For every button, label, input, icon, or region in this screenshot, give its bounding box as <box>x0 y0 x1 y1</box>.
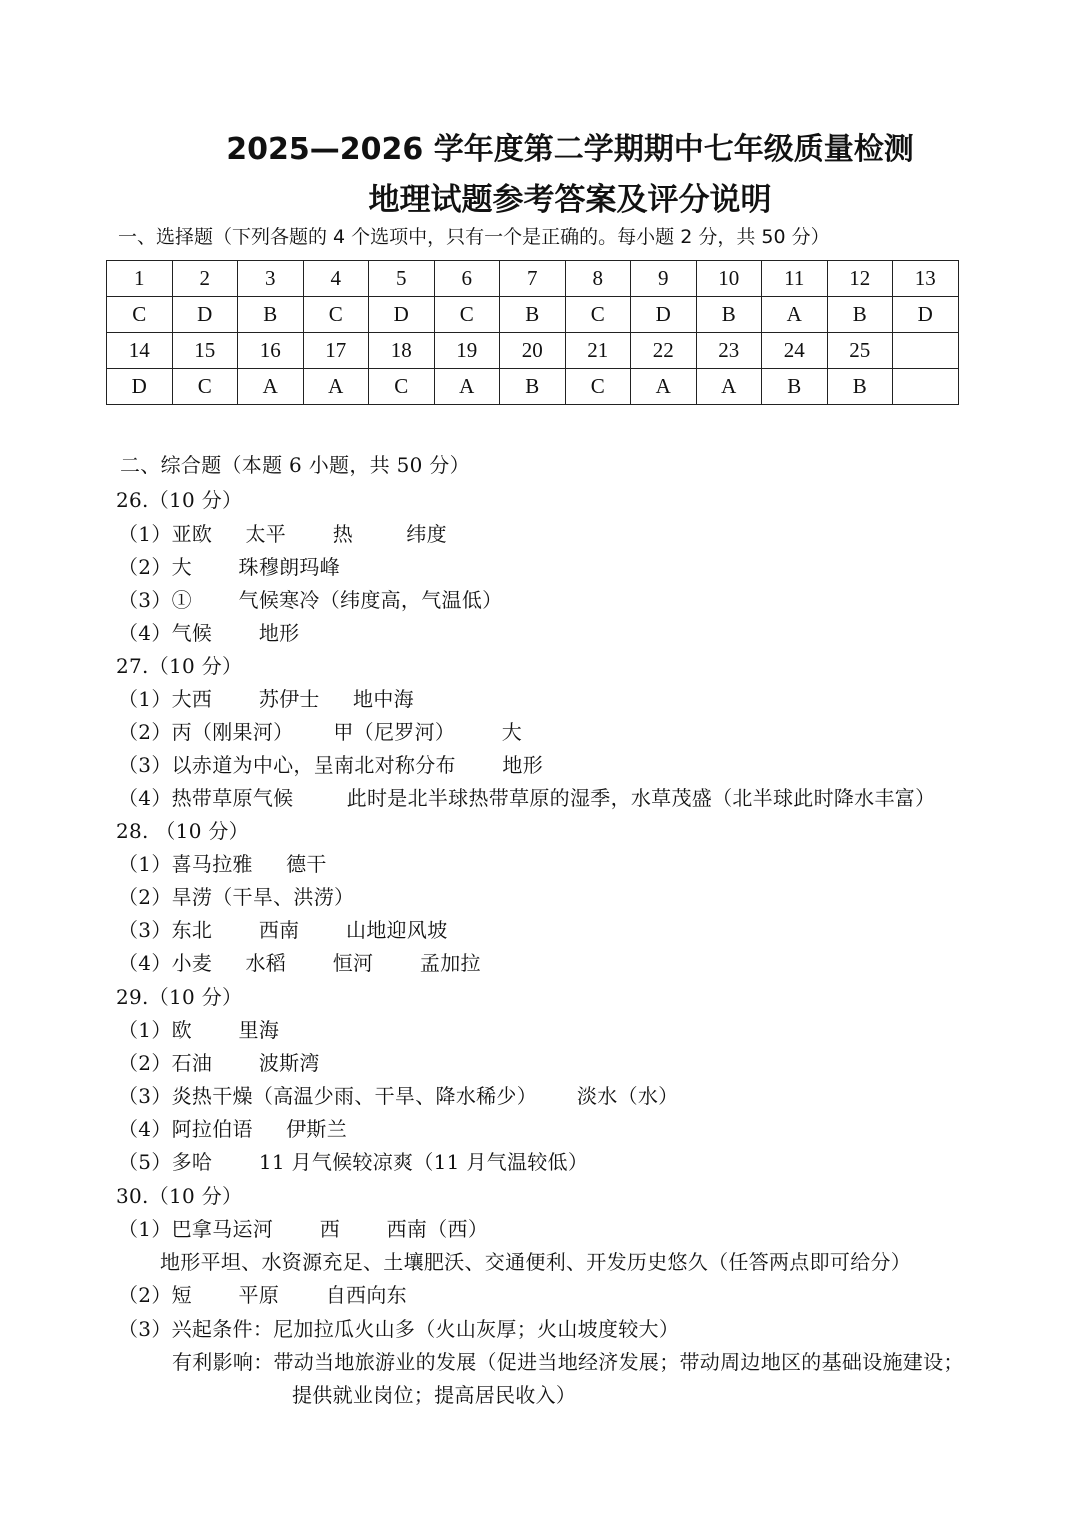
answer-line: （3）以赤道为中心，呈南北对称分布 地形 <box>118 753 544 777</box>
question-number-cell: 2 <box>172 261 238 297</box>
question-30-header: 30.（10 分） <box>116 1184 243 1208</box>
question-number-cell: 13 <box>893 261 959 297</box>
answer-letter-cell: D <box>369 297 435 333</box>
question-number-cell: 4 <box>303 261 369 297</box>
section2-heading: 二、综合题（本题 6 小题，共 50 分） <box>120 453 470 477</box>
answer-letter-cell: D <box>107 369 173 405</box>
question-number-cell: 20 <box>500 333 566 369</box>
answer-line: （1）欧 里海 <box>118 1018 280 1042</box>
answer-letter-cell: B <box>500 297 566 333</box>
answer-line: （2）石油 波斯湾 <box>118 1051 320 1075</box>
answer-line: 提供就业岗位；提高居民收入） <box>292 1383 577 1407</box>
answer-letter-cell: A <box>434 369 500 405</box>
answer-line: （4）热带草原气候 此时是北半球热带草原的湿季，水草茂盛（北半球此时降水丰富） <box>118 786 936 810</box>
answer-table-row <box>107 261 959 297</box>
answer-letter-cell: D <box>172 297 238 333</box>
question-number-cell: 10 <box>696 261 762 297</box>
document-subtitle: 地理试题参考答案及评分说明 <box>368 182 772 218</box>
question-number-cell: 8 <box>565 261 631 297</box>
answer-line: 有利影响：带动当地旅游业的发展（促进当地经济发展；带动周边地区的基础设施建设； <box>172 1350 964 1374</box>
answer-table-row <box>107 297 959 333</box>
question-number-cell: 1 <box>107 261 173 297</box>
question-26-header: 26.（10 分） <box>116 488 243 512</box>
answer-letter-cell: B <box>827 369 893 405</box>
answer-line: （4）小麦 水稻 恒河 孟加拉 <box>118 951 481 975</box>
answer-line: （1）喜马拉雅 德干 <box>118 852 327 876</box>
answer-letter-cell: A <box>303 369 369 405</box>
question-27-header: 27.（10 分） <box>116 654 243 678</box>
question-number-cell: 21 <box>565 333 631 369</box>
answer-letter-cell: A <box>696 369 762 405</box>
answer-letter-cell: C <box>172 369 238 405</box>
section1-heading: 一、选择题（下列各题的 4 个选项中，只有一个是正确的。每小题 2 分，共 50 分） <box>118 226 830 248</box>
question-number-cell: 17 <box>303 333 369 369</box>
question-number-cell: 11 <box>762 261 828 297</box>
answer-table-row <box>107 369 959 405</box>
question-number-cell: 19 <box>434 333 500 369</box>
question-28-header: 28. （10 分） <box>116 819 249 843</box>
answer-line: （5）多哈 11 月气候较凉爽（11 月气温较低） <box>118 1150 589 1174</box>
answer-line: （4）阿拉伯语 伊斯兰 <box>118 1117 348 1141</box>
answer-letter-cell <box>893 369 959 405</box>
question-number-cell: 16 <box>238 333 304 369</box>
answer-line: （2）丙（刚果河） 甲（尼罗河） 大 <box>118 720 523 744</box>
question-number-cell: 12 <box>827 261 893 297</box>
answer-line: （3）炎热干燥（高温少雨、干旱、降水稀少） 淡水（水） <box>118 1084 679 1108</box>
answer-line: （1）巴拿马运河 西 西南（西） <box>118 1217 489 1241</box>
answer-letter-cell: C <box>107 297 173 333</box>
answer-letter-cell: C <box>369 369 435 405</box>
answer-line: （3）兴起条件：尼加拉瓜火山多（火山灰厚；火山坡度较大） <box>118 1317 680 1341</box>
question-number-cell: 3 <box>238 261 304 297</box>
answer-letter-cell: C <box>565 297 631 333</box>
answer-line: （1）大西 苏伊士 地中海 <box>118 687 414 711</box>
answer-letter-cell: C <box>434 297 500 333</box>
question-number-cell: 23 <box>696 333 762 369</box>
answer-letter-cell: A <box>631 369 697 405</box>
answer-line: （1）亚欧 太平 热 纬度 <box>118 522 447 546</box>
answer-letter-cell: A <box>238 369 304 405</box>
question-number-cell: 15 <box>172 333 238 369</box>
answer-letter-cell: B <box>827 297 893 333</box>
answer-letter-cell: B <box>500 369 566 405</box>
answer-table <box>106 260 959 405</box>
answer-letter-cell: B <box>238 297 304 333</box>
answer-line: （2）短 平原 自西向东 <box>118 1283 407 1307</box>
question-number-cell: 25 <box>827 333 893 369</box>
question-number-cell: 18 <box>369 333 435 369</box>
question-number-cell: 9 <box>631 261 697 297</box>
answer-line: （3）东北 西南 山地迎风坡 <box>118 918 448 942</box>
answer-letter-cell: A <box>762 297 828 333</box>
answer-letter-cell: D <box>631 297 697 333</box>
document-title: 2025—2026 学年度第二学期期中七年级质量检测 <box>226 132 914 167</box>
question-number-cell: 24 <box>762 333 828 369</box>
answer-letter-cell: D <box>893 297 959 333</box>
question-number-cell: 7 <box>500 261 566 297</box>
question-number-cell: 6 <box>434 261 500 297</box>
answer-letter-cell: C <box>565 369 631 405</box>
question-number-cell: 22 <box>631 333 697 369</box>
answer-line: （2）旱涝（干旱、洪涝） <box>118 885 355 909</box>
answer-line: （2）大 珠穆朗玛峰 <box>118 555 341 579</box>
answer-line: 地形平坦、水资源充足、土壤肥沃、交通便利、开发历史悠久（任答两点即可给分） <box>160 1250 912 1274</box>
question-number-cell: 14 <box>107 333 173 369</box>
answer-letter-cell: B <box>696 297 762 333</box>
answer-letter-cell: B <box>762 369 828 405</box>
question-number-cell <box>893 333 959 369</box>
answer-table-row <box>107 333 959 369</box>
question-29-header: 29.（10 分） <box>116 985 243 1009</box>
answer-line: （4）气候 地形 <box>118 621 300 645</box>
question-number-cell: 5 <box>369 261 435 297</box>
answer-letter-cell: C <box>303 297 369 333</box>
answer-line: （3）① 气候寒冷（纬度高，气温低） <box>118 588 503 612</box>
